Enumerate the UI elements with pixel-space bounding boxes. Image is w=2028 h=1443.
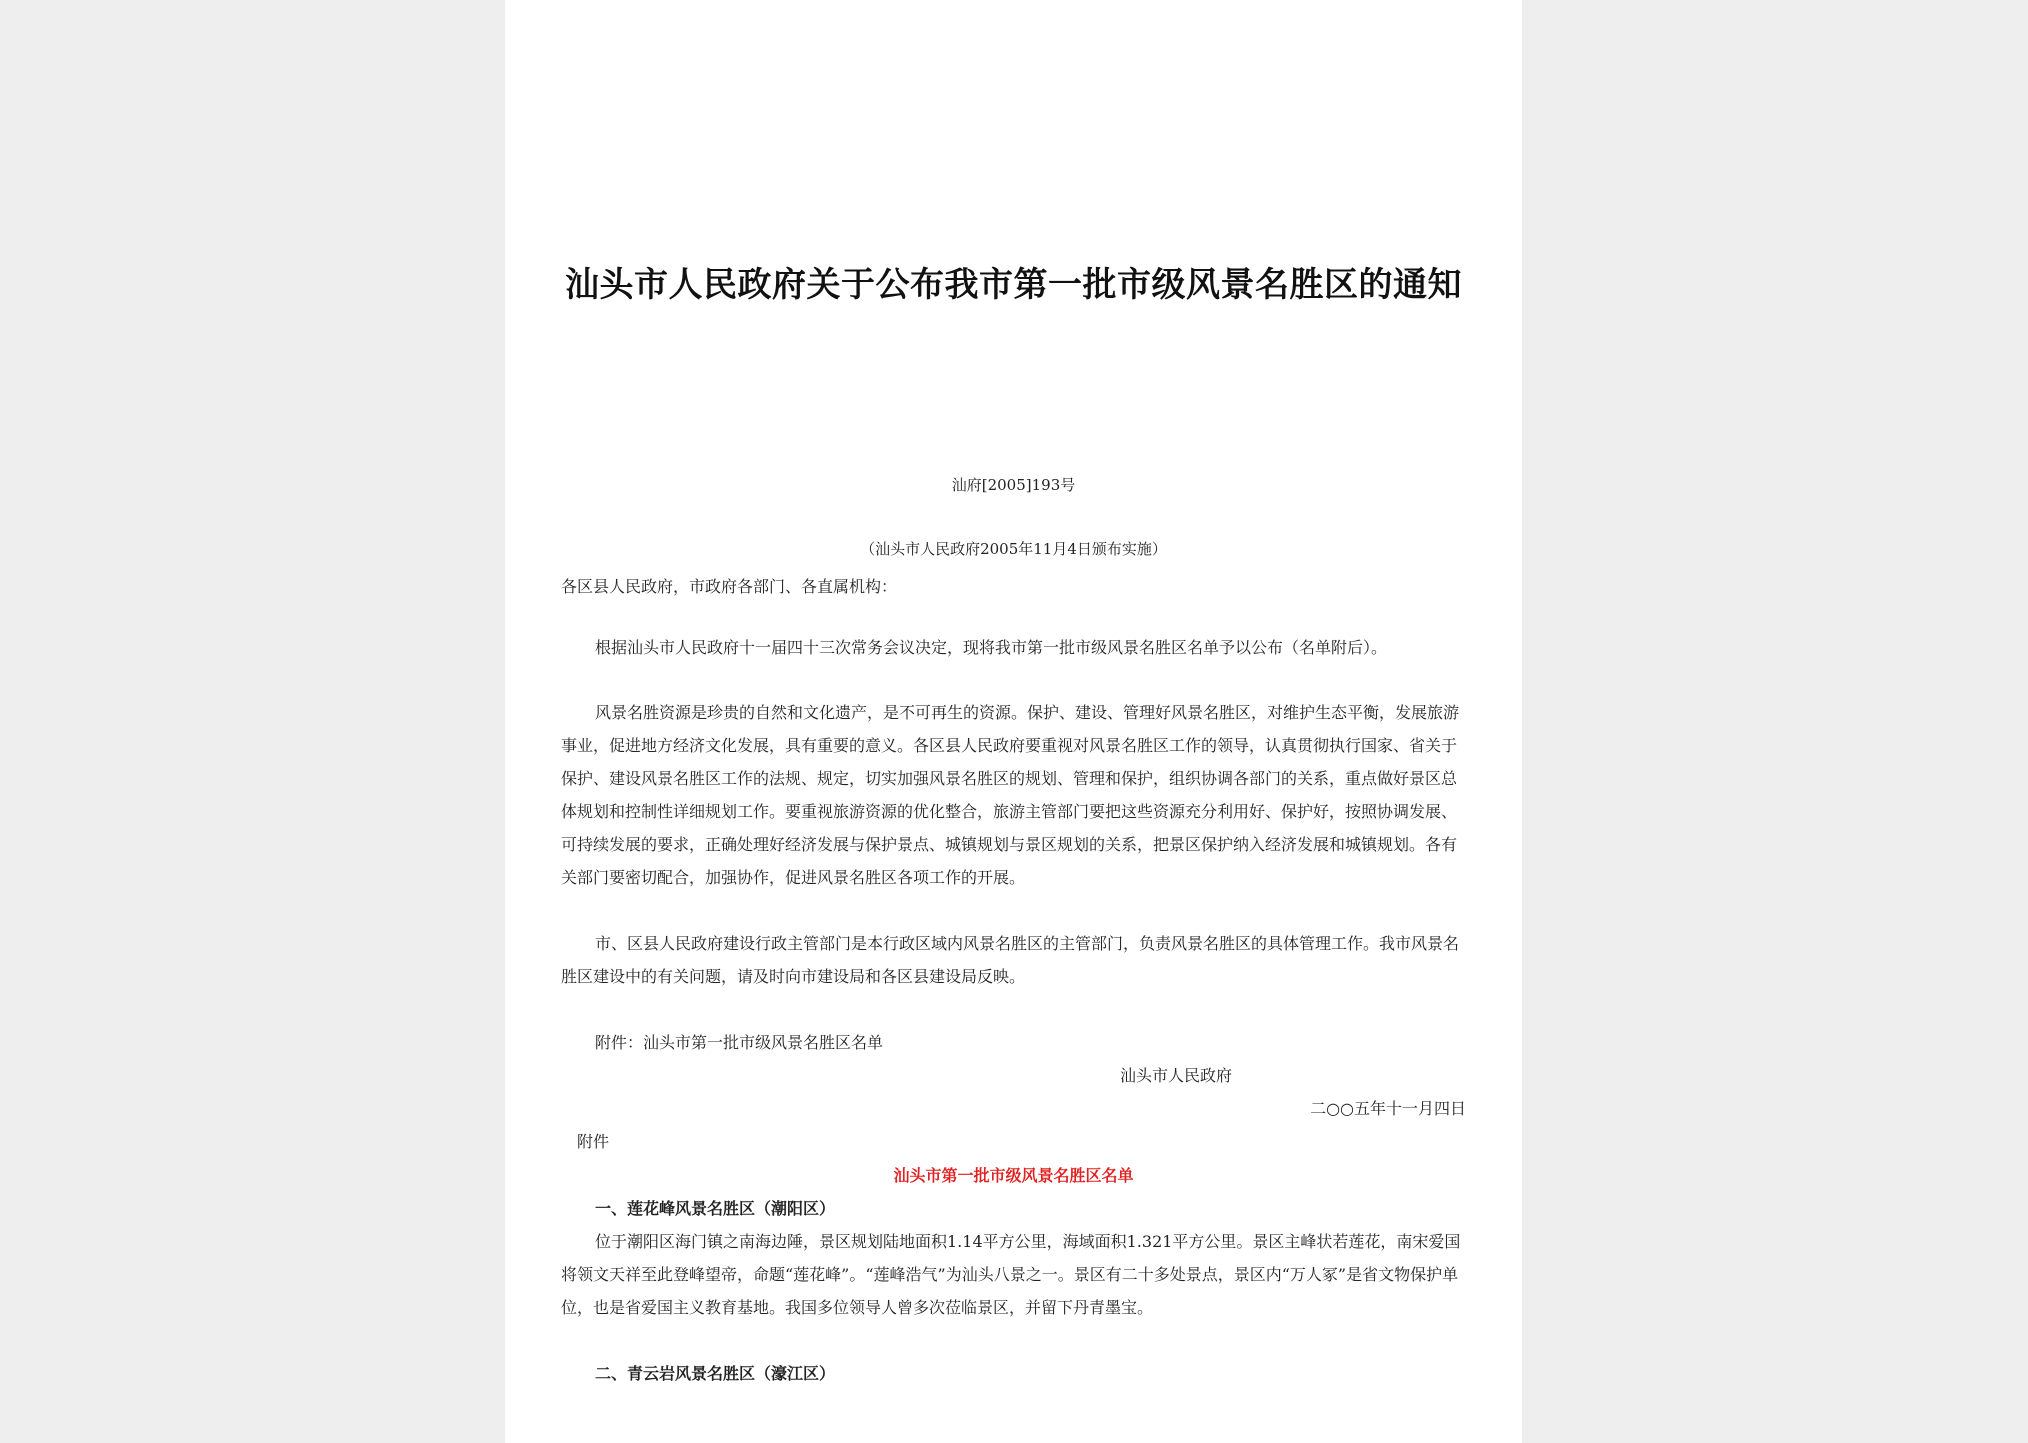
- document-number: 汕府[2005]193号: [951, 476, 1076, 494]
- section-heading: 一、莲花峰风景名胜区（潮阳区）: [595, 1199, 836, 1218]
- section-body: 位于潮阳区海门镇之南海边陲，景区规划陆地面积1.14平方公里，海域面积1.321平方公里。景区主峰状若莲花，南宋爱国将领文天祥至此登峰望帝，命题“莲花峰”。“莲峰浩气”为汕头八景之一。景区有二十多处景点，景区内“万人冢”是省文物保护单位，也是省爱国主义教育基地。我国多位领导人曾多次莅临景区，并留下丹青墨宝。: [561, 1232, 1461, 1317]
- issued-note: （汕头市人民政府2005年11月4日颁布实施）: [860, 540, 1167, 558]
- sign-date: 二○○五年十一月四日: [1310, 1099, 1466, 1118]
- signer: 汕头市人民政府: [1120, 1066, 1233, 1085]
- paragraph: 根据汕头市人民政府十一届四十三次常务会议决定，现将我市第一批市级风景名胜区名单予以公布（名单附后）。: [595, 638, 1388, 657]
- paragraph: 风景名胜资源是珍贵的自然和文化遗产，是不可再生的资源。保护、建设、管理好风景名胜区，对维护生态平衡，发展旅游事业，促进地方经济文化发展，具有重要的意义。各区县人民政府要重视对风景名胜区工作的领导，认真贯彻执行国家、省关于保护、建设风景名胜区工作的法规、规定，切实加强风景名胜区的规划、管理和保护，组织协调各部门的关系，重点做好景区总体规划和控制性详细规划工作。要重视旅游资源的优化整合，旅游主管部门要把这些资源充分利用好、保护好，按照协调发展、可持续发展的要求，正确处理好经济发展与保护景点、城镇规划与景区规划的关系，把景区保护纳入经济发展和城镇规划。各有关部门要密切配合，加强协作，促进风景名胜区各项工作的开展。: [561, 703, 1460, 887]
- attachment-label: 附件: [577, 1132, 610, 1151]
- list-title: 汕头市第一批市级风景名胜区名单: [893, 1166, 1134, 1185]
- paragraph: 市、区县人民政府建设行政主管部门是本行政区域内风景名胜区的主管部门，负责风景名胜区的具体管理工作。我市风景名胜区建设中的有关问题，请及时向市建设局和各区县建设局反映。: [561, 934, 1460, 986]
- document-page: [505, 0, 1522, 1443]
- section-heading: 二、青云岩风景名胜区（濠江区）: [595, 1364, 836, 1383]
- attachment-line: 附件：汕头市第一批市级风景名胜区名单: [595, 1033, 884, 1052]
- salutation: 各区县人民政府，市政府各部门、各直属机构：: [561, 577, 898, 596]
- document-title: 汕头市人民政府关于公布我市第一批市级风景名胜区的通知: [565, 265, 1462, 305]
